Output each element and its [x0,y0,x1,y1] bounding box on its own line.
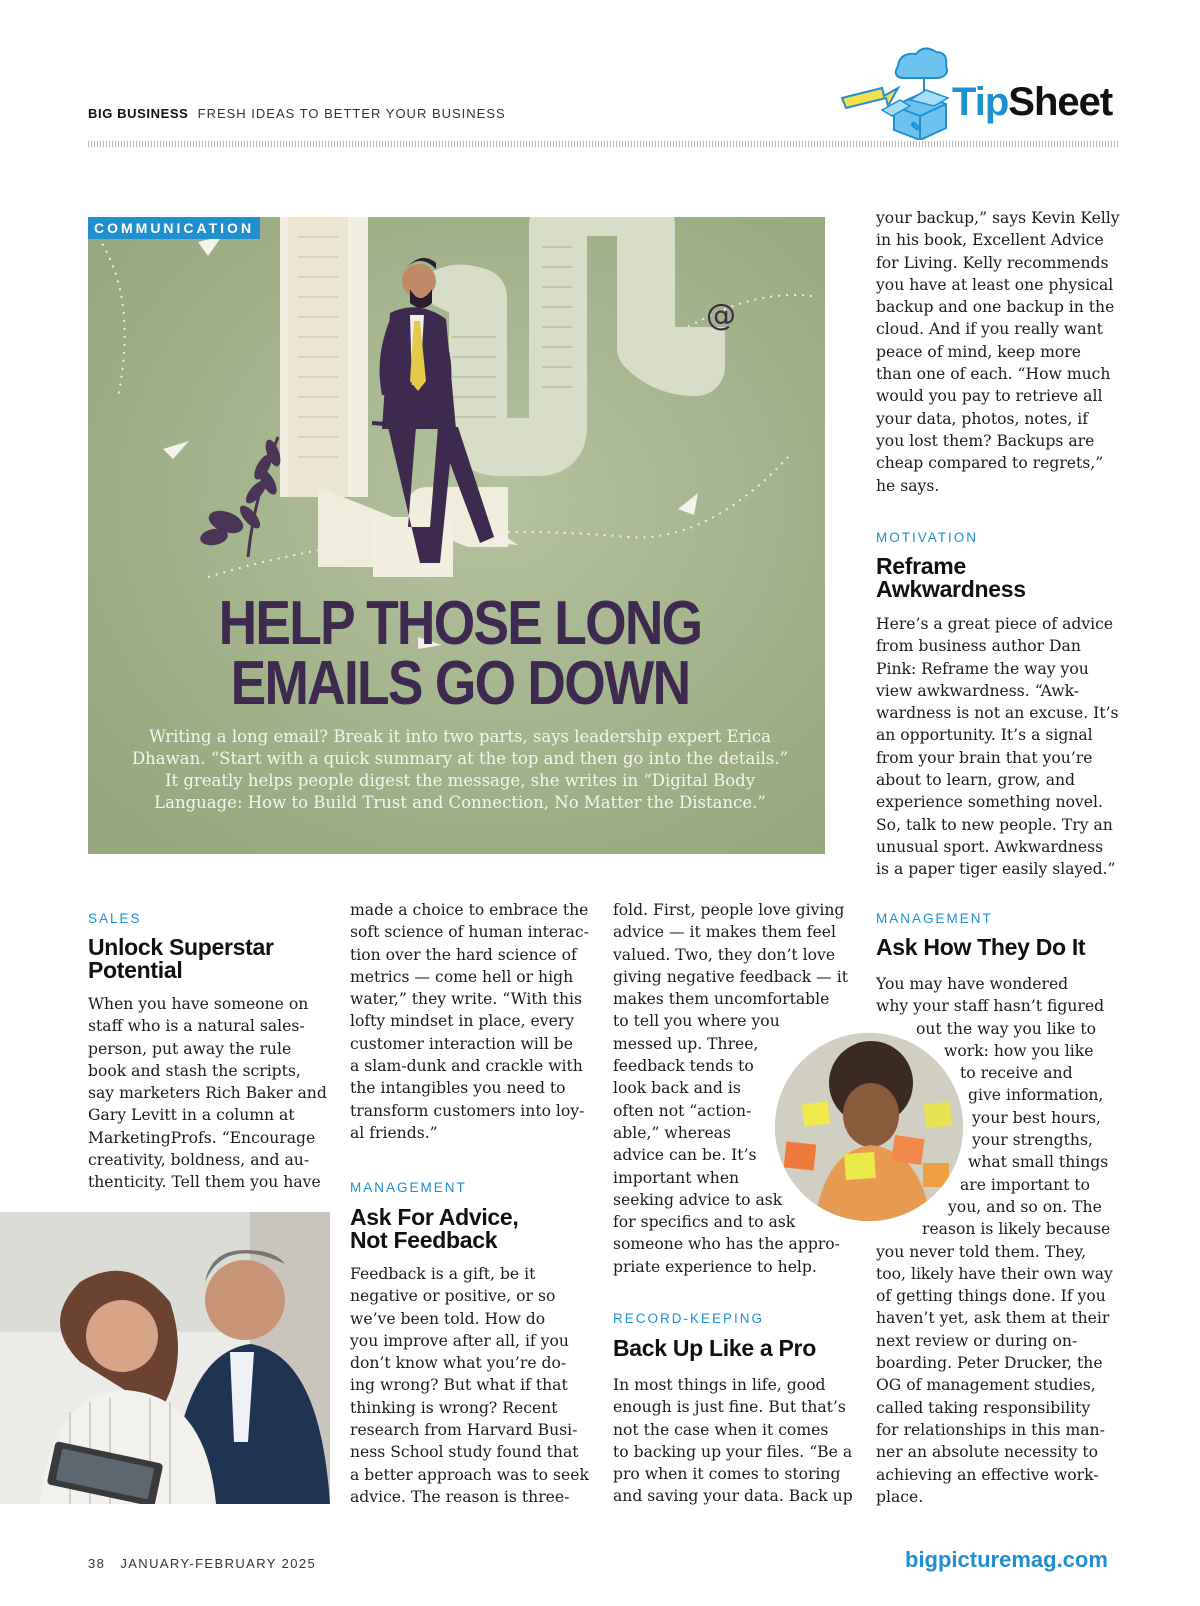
backup-body-col4 [876,207,1126,497]
text-line: al friends.” [350,1123,438,1142]
text-line: to receive and [960,1064,1073,1083]
text-line: Gary Levitt in a column at [88,1106,295,1125]
text-line: say marketers Rich Baker and [88,1084,327,1103]
text-line: staff who is a natural sales- [88,1017,305,1036]
page-footer-info [88,1556,316,1571]
svg-text:✎: ✎ [910,119,922,135]
text-line: for specifics and to ask [613,1213,796,1232]
text-line: about to learn, grow, and [876,771,1076,790]
page-number: 38 [88,1556,106,1571]
text-line: cheap compared to regrets,” [876,454,1104,473]
text-line: your best hours, [972,1108,1101,1127]
howdo-kicker: MANAGEMENT [876,911,993,926]
text-line: why your staff hasn’t figured [876,997,1105,1016]
text-line: the intangibles you need to [350,1079,566,1098]
text-line: valued. Two, they don’t love [613,945,836,964]
text-line: thinking is wrong? Recent [350,1398,558,1417]
sales-headline-l2: Potential [88,957,183,983]
text-line: you never told them. They, [876,1242,1087,1261]
advice-headline [350,1206,518,1252]
text-line: seeking advice to ask [613,1190,783,1209]
text-line: OG of management studies, [876,1376,1096,1395]
text-line: out the way you like to [916,1019,1097,1038]
text-line: ness School study found that [350,1443,579,1462]
text-line: you lost them? Backups are [876,431,1095,450]
howdo-headline: Ask How They Do It [876,934,1086,960]
text-line: not the case when it comes [613,1420,829,1439]
at-symbol: @ [706,298,736,333]
text-line: of getting things done. If you [876,1287,1106,1306]
masthead [88,106,506,121]
text-line: Feedback is a gift, be it [350,1265,536,1283]
text-line: lofty mindset in place, every [350,1012,575,1031]
sales-body-col1 [88,993,333,1194]
advice-body-col2 [350,1263,595,1508]
text-line: Pink: Reframe the way you [876,659,1089,678]
text-line: to tell you where you [613,1012,780,1031]
hero-title [202,589,718,718]
text-line: advice can be. It’s [613,1146,757,1165]
text-line: tion over the hard science of [350,945,577,964]
text-line: haven’t yet, ask them at their [876,1309,1110,1328]
text-line: you improve after all, if you [350,1331,569,1350]
text-line: from your brain that you’re [876,748,1093,767]
text-line: When you have someone on [88,995,309,1013]
text-line: place. [876,1487,924,1506]
sales-headline [88,936,274,982]
text-line: MarketingProfs. “Encourage [88,1128,316,1147]
section-name: BIG BUSINESS [88,106,189,121]
awkward-headline [876,555,1026,601]
text-line: a slam-dunk and crackle with [350,1057,583,1076]
text-line: In most things in life, good [613,1376,826,1394]
text-line: pro when it comes to storing [613,1465,841,1484]
text-line: metrics — come hell or high [350,967,574,986]
text-line: your backup,” says Kevin Kelly [876,209,1120,227]
text-line: what small things [968,1153,1109,1172]
logo-tip: Tip [952,80,1009,124]
text-line: next review or during on- [876,1331,1078,1350]
backup-headline: Back Up Like a Pro [613,1335,816,1361]
backup-kicker: RECORD-KEEPING [613,1311,765,1326]
text-line: would you pay to retrieve all [876,387,1103,406]
text-line: wardness is not an excuse. It’s [876,704,1119,723]
advice-kicker: MANAGEMENT [350,1180,467,1195]
text-line: for Living. Kelly recommends [876,253,1109,272]
text-line: creativity, boldness, and au- [88,1151,310,1170]
tipsheet-logo-icon [838,44,958,140]
text-line: ing wrong? But what if that [350,1376,568,1395]
text-line: often not “action- [613,1101,752,1120]
advice-headline-l1: Ask For Advice, [350,1204,519,1230]
awkward-headline-l1: Reframe [876,553,966,579]
text-line: messed up. Three, [613,1034,759,1053]
text-line: an opportunity. It’s a signal [876,726,1093,745]
text-line: transform customers into loy- [350,1101,585,1120]
text-line: than one of each. “How much [876,365,1111,384]
text-line: ner an absolute necessity to [876,1443,1099,1462]
text-line: your data, photos, notes, if [876,409,1088,428]
backup-body-col3 [613,1374,863,1508]
text-line: peace of mind, keep more [876,342,1081,361]
text-line: for relationships in this man- [876,1420,1105,1439]
text-line: someone who has the appro- [613,1235,840,1254]
text-line: called taking responsibility [876,1398,1091,1417]
text-line: give information, [968,1086,1104,1105]
text-line: customer interaction will be [350,1034,573,1053]
text-line: giving negative feedback — it [613,967,848,986]
hero-title-line-1: HELP THOSE LONG [218,589,702,658]
text-line: and saving your data. Back up [613,1487,853,1506]
text-line: important when [613,1168,740,1187]
text-line: cloud. And if you really want [876,320,1103,339]
text-line: to backing up your files. “Be a [613,1442,853,1461]
text-line: person, put away the rule [88,1039,292,1058]
sales-headline-l1: Unlock Superstar [88,934,274,960]
text-line: negative or positive, or so [350,1287,556,1306]
website-link[interactable]: bigpicturemag.com [905,1547,1108,1572]
text-line: water,” they write. “With this [350,990,582,1009]
section-tagline: FRESH IDEAS TO BETTER YOUR BUSINESS [197,106,506,121]
sales-kicker: SALES [88,911,142,926]
text-line: are important to [960,1175,1091,1194]
text-line: advice. The reason is three- [350,1487,570,1506]
text-line: you, and so on. The [948,1197,1102,1216]
text-line: too, likely have their own way [876,1264,1113,1283]
text-line: enough is just fine. But that’s [613,1398,846,1417]
text-line: boarding. Peter Drucker, the [876,1354,1103,1373]
text-line: you have at least one physical [876,275,1114,294]
text-line: Here’s a great piece of advice [876,615,1114,633]
text-line: your strengths, [972,1131,1093,1150]
text-line: So, talk to new people. Try an [876,815,1113,834]
text-line: a better approach was to seek [350,1465,589,1484]
text-line: advice — it makes them feel [613,923,836,942]
header-rule [88,141,1120,147]
text-line: experience something novel. [876,793,1103,812]
hero-title-line-2: EMAILS GO DOWN [230,649,690,718]
text-line: from business author Dan [876,637,1081,656]
text-line: he says. [876,476,940,495]
text-line: backup and one backup in the [876,298,1115,317]
text-line: work: how you like [944,1041,1094,1060]
text-line: achieving an effective work- [876,1465,1099,1484]
text-line: priate experience to help. [613,1257,817,1276]
text-line: is a paper tiger easily slayed.” [876,860,1116,879]
text-line: unusual sport. Awkwardness [876,837,1104,856]
text-line: makes them uncomfortable [613,990,830,1009]
text-line: made a choice to embrace the [350,901,589,919]
text-line: reason is likely because [922,1220,1111,1239]
text-line: book and stash the scripts, [88,1061,301,1080]
awkward-kicker: MOTIVATION [876,530,978,545]
text-line: fold. First, people love giving [613,901,845,919]
text-line: in his book, Excellent Advice [876,231,1104,250]
howdo-body-col4 [876,973,1126,1508]
text-line: soft science of human interac- [350,923,589,942]
hero-dek: Writing a long email? Break it into two parts, says leadership expert Erica Dhawan. “Start with a quick summary at the top and then go into the details.” It greatly helps people digest the message, she writes in “Digital Body Language: How to Build Trust and Connection, No Matter the Distance.” [131,727,789,812]
tipsheet-logo [952,80,1112,125]
text-line: don’t know what you’re do- [350,1354,567,1373]
awkward-headline-l2: Awkwardness [876,576,1026,602]
logo-sheet: Sheet [1008,80,1113,124]
text-line: able,” whereas [613,1123,731,1142]
business-people-photo [0,1212,330,1504]
issue-date: JANUARY-FEBRUARY 2025 [120,1556,317,1571]
text-line: view awkwardness. “Awk- [876,681,1080,700]
text-line: we’ve been told. How do [350,1309,546,1328]
advice-headline-l2: Not Feedback [350,1227,498,1253]
text-line: thenticity. Tell them you have [88,1173,321,1192]
text-line: feedback tends to [613,1057,754,1076]
text-line: You may have wondered [876,975,1069,993]
text-line: research from Harvard Busi- [350,1421,578,1440]
awkward-body-col4 [876,613,1126,881]
text-line: look back and is [613,1079,741,1098]
sales-body-col2 [350,899,595,1144]
category-badge: COMMUNICATION [88,217,260,239]
